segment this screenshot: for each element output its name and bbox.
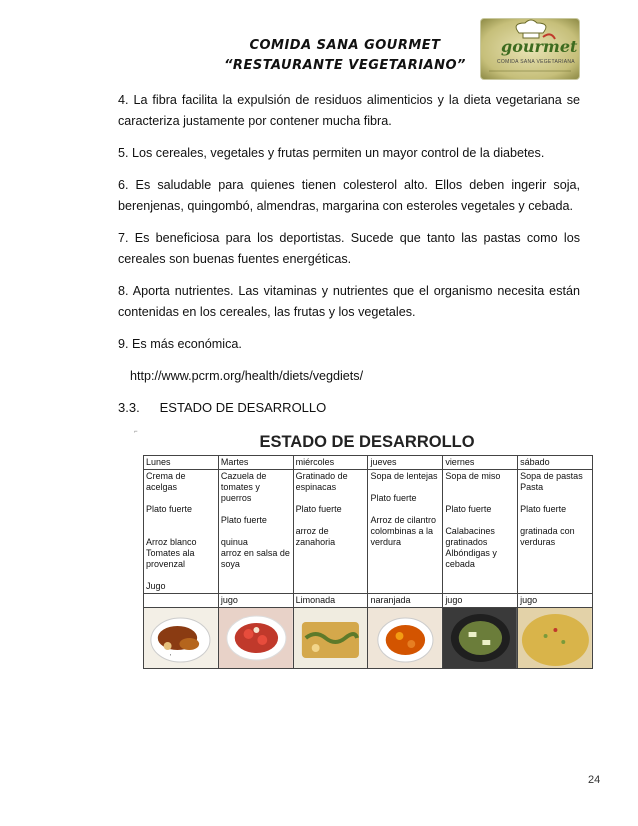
day-header: sábado (518, 456, 593, 470)
paragraph-9: 9. Es más económica. (118, 337, 242, 351)
day-header: viernes (443, 456, 518, 470)
gratin-photo (293, 608, 368, 669)
logo-wordmark: gourmet (501, 37, 578, 56)
day-header: miércoles (293, 456, 368, 470)
dish-cell: Sopa de lentejas Plato fuerte Arroz de cilantro colombinas a la verdura (368, 470, 443, 594)
day-header: jueves (368, 456, 443, 470)
paragraph-4: 4. La fibra facilita la expulsión de residuos alimenticios y la dieta vegetariana se caracteriza justamente por contener mucha fibra. (118, 93, 580, 128)
weekly-menu-table (143, 455, 593, 669)
dish-cell: Crema de acelgas Plato fuerte Arroz blanco Tomates ala provenzal Jugo (144, 470, 219, 594)
days-row (144, 456, 593, 470)
dish-cell: Sopa de miso Plato fuerte Calabacines gratinados Albóndigas y cebada (443, 470, 518, 594)
menu-table-image (133, 428, 591, 660)
stew-photo (368, 608, 443, 669)
paragraph-7: 7. Es beneficiosa para los deportistas. Sucede que tanto las pastas como los cereales son buenas fuentes energéticas. (118, 231, 580, 266)
photos-row (144, 608, 593, 669)
section-number: 3.3. (118, 400, 140, 415)
page-number: 24 (588, 774, 601, 786)
drink-cell: jugo (443, 594, 518, 608)
pan-dish-photo (443, 608, 518, 669)
paragraph-5: 5. Los cereales, vegetales y frutas permiten un mayor control de la diabetes. (118, 146, 545, 160)
drink-cell: naranjada (368, 594, 443, 608)
drink-cell: jugo (218, 594, 293, 608)
document-header (200, 36, 490, 76)
day-header: Lunes (144, 456, 219, 470)
dish-cell: Cazuela de tomates y puerros Plato fuerte quinua arroz en salsa de soya (218, 470, 293, 594)
day-header: Martes (218, 456, 293, 470)
drink-cell: jugo (518, 594, 593, 608)
body-text (118, 90, 580, 399)
omelette-photo (518, 608, 593, 669)
header-line-2: “RESTAURANTE VEGETARIANO” (224, 58, 466, 73)
section-heading (118, 400, 326, 415)
drink-cell (144, 594, 219, 608)
paragraph-8: 8. Aporta nutrientes. Las vitaminas y nutrientes que el organismo necesita están contenidas en los cereales, las frutas y los vegetales. (118, 284, 580, 319)
reference-link[interactable]: http://www.pcrm.org/health/diets/vegdiets/ (130, 369, 364, 383)
dishes-row (144, 470, 593, 594)
tomato-dish-photo (218, 608, 293, 669)
drink-cell: Limonada (293, 594, 368, 608)
meat-dish-photo (144, 608, 219, 669)
drinks-row (144, 594, 593, 608)
section-title: ESTADO DE DESARROLLO (159, 400, 327, 415)
dish-cell: Sopa de pastas Pasta Plato fuerte gratinada con verduras (518, 470, 593, 594)
header-line-1: COMIDA SANA GOURMET (249, 38, 441, 53)
logo-subtitle: COMIDA SANA VEGETARIANA (497, 59, 575, 65)
tick-mark: ' (170, 654, 172, 661)
corner-mark: ⌐ (134, 429, 138, 435)
table-title: ESTADO DE DESARROLLO (259, 433, 475, 451)
restaurant-logo (480, 18, 580, 80)
dish-cell: Gratinado de espinacas Plato fuerte arroz de zanahoria (293, 470, 368, 594)
paragraph-6: 6. Es saludable para quienes tienen colesterol alto. Ellos deben ingerir soja, berenjenas, quingombó, almendras, margarina con esteroles vegetales y cebada. (118, 178, 580, 213)
